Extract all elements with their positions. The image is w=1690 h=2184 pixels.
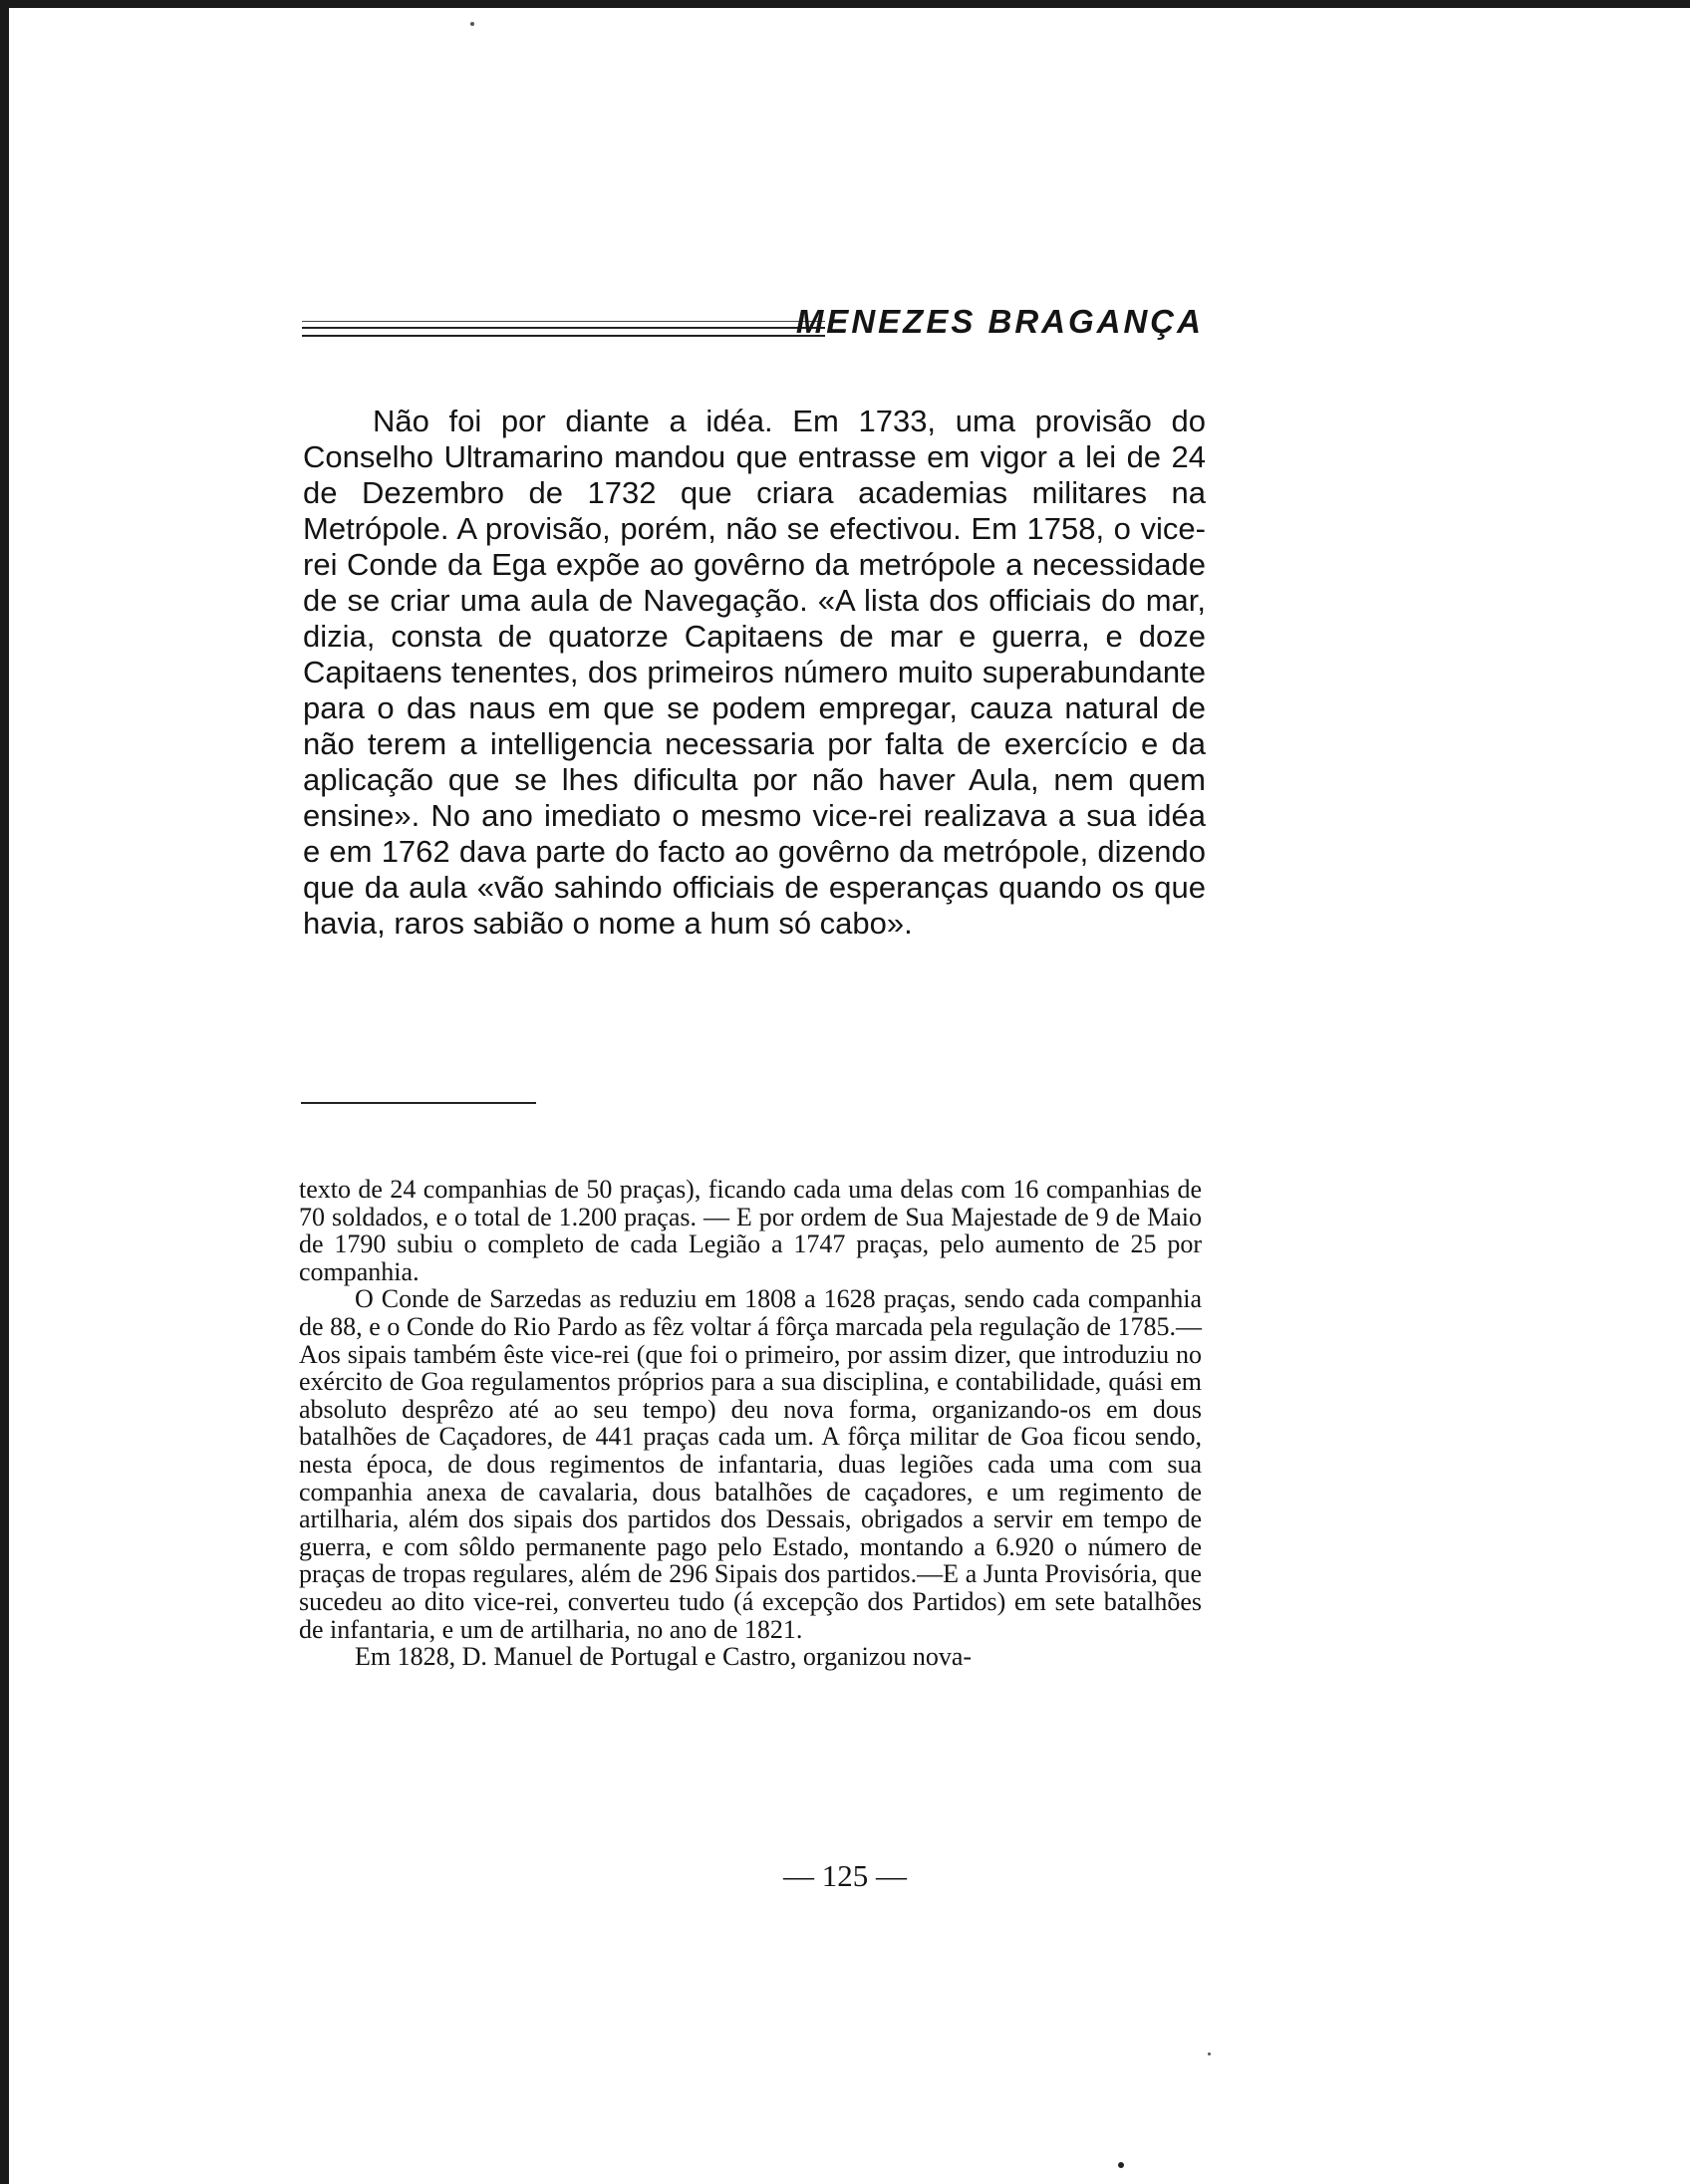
footnote-paragraph: Em 1828, D. Manuel de Portugal e Castro, organizou nova-: [355, 1642, 973, 1672]
footnote-rule: [301, 1102, 536, 1104]
main-paragraph: Não foi por diante a idéa. Em 1733, uma provisão do Conselho Ultramarino mandou que entrasse em vigor a lei de 24 de Dezembro de 1732 que criara academias militares na Metrópole. A provisão, porém, não se efectivou. Em 1758, o vice-rei Conde da Ega expõe ao govêrno da metrópole a necessidade de se criar uma aula de Navegação. «A lista dos officiais do mar, dizia, consta de quatorze Capitaens de mar e guerra, e doze Capitaens tenentes, dos primeiros número muito superabundante para o das naus em que se podem empregar, cauza natural de não terem a intelligencia necessaria por falta de exercício e da aplicação que se lhes dificulta por não haver Aula, nem quem ensine». No ano imediato o mesmo vice-rei realizava a sua idéa e em 1762 dava parte do facto ao govêrno da metrópole, dizendo que da aula «vão sahindo officiais de esperanças quando os que havia, raros sabião o nome a hum só cabo».: [303, 404, 1206, 941]
scan-border-top: [0, 0, 1690, 8]
running-head: MENEZES BRAGANÇA: [795, 303, 1204, 340]
scan-speck: [1118, 2162, 1124, 2168]
page-number: — 125 —: [783, 1858, 907, 1893]
header-rule: [302, 327, 825, 337]
scan-border-left: [0, 0, 9, 2184]
footnotes: [299, 1176, 1202, 1671]
footnote-paragraph: texto de 24 companhias de 50 praças), ficando cada uma delas com 16 companhias de 70 soldados, e o total de 1.200 praças. — E por ordem de Sua Majestade de 9 de Maio de 1790 subiu o completo de cada Legião a 1747 praças, pelo aumento de 25 por companhia.: [299, 1175, 1202, 1286]
scan-speck: [1208, 2052, 1211, 2055]
scan-speck: [470, 22, 474, 26]
footnote-paragraph: O Conde de Sarzedas as reduziu em 1808 a 1628 praças, sendo cada companhia de 88, e o Conde do Rio Pardo as fêz voltar á fôrça marcada pela regulação de 1785.—Aos sipais também êste vice-rei (que foi o primeiro, por assim dizer, que introduziu no exército de Goa regulamentos próprios para a sua disciplina, e contabilidade, quási em absoluto desprêzo até ao seu tempo) deu nova forma, organizando-os em dous batalhões de Caçadores, de 441 praças cada um. A fôrça militar de Goa ficou sendo, nesta época, de dous regimentos de infantaria, duas legiões cada uma com sua companhia anexa de cavalaria, dous batalhões de caçadores, e um regimento de artilharia, além dos sipais dos partidos dos Dessais, obrigados a servir em tempo de guerra, e com sôldo permanente pago pelo Estado, montando a 6.920 o número de praças de tropas regulares, além de 296 Sipais dos partidos.—E a Junta Provisória, que sucedeu ao dito vice-rei, converteu tudo (á excepção dos Partidos) em sete batalhões de infantaria, e um de artilharia, no ano de 1821.: [299, 1284, 1202, 1644]
page-header: [302, 299, 1204, 359]
header-rule-thin: [302, 321, 825, 322]
